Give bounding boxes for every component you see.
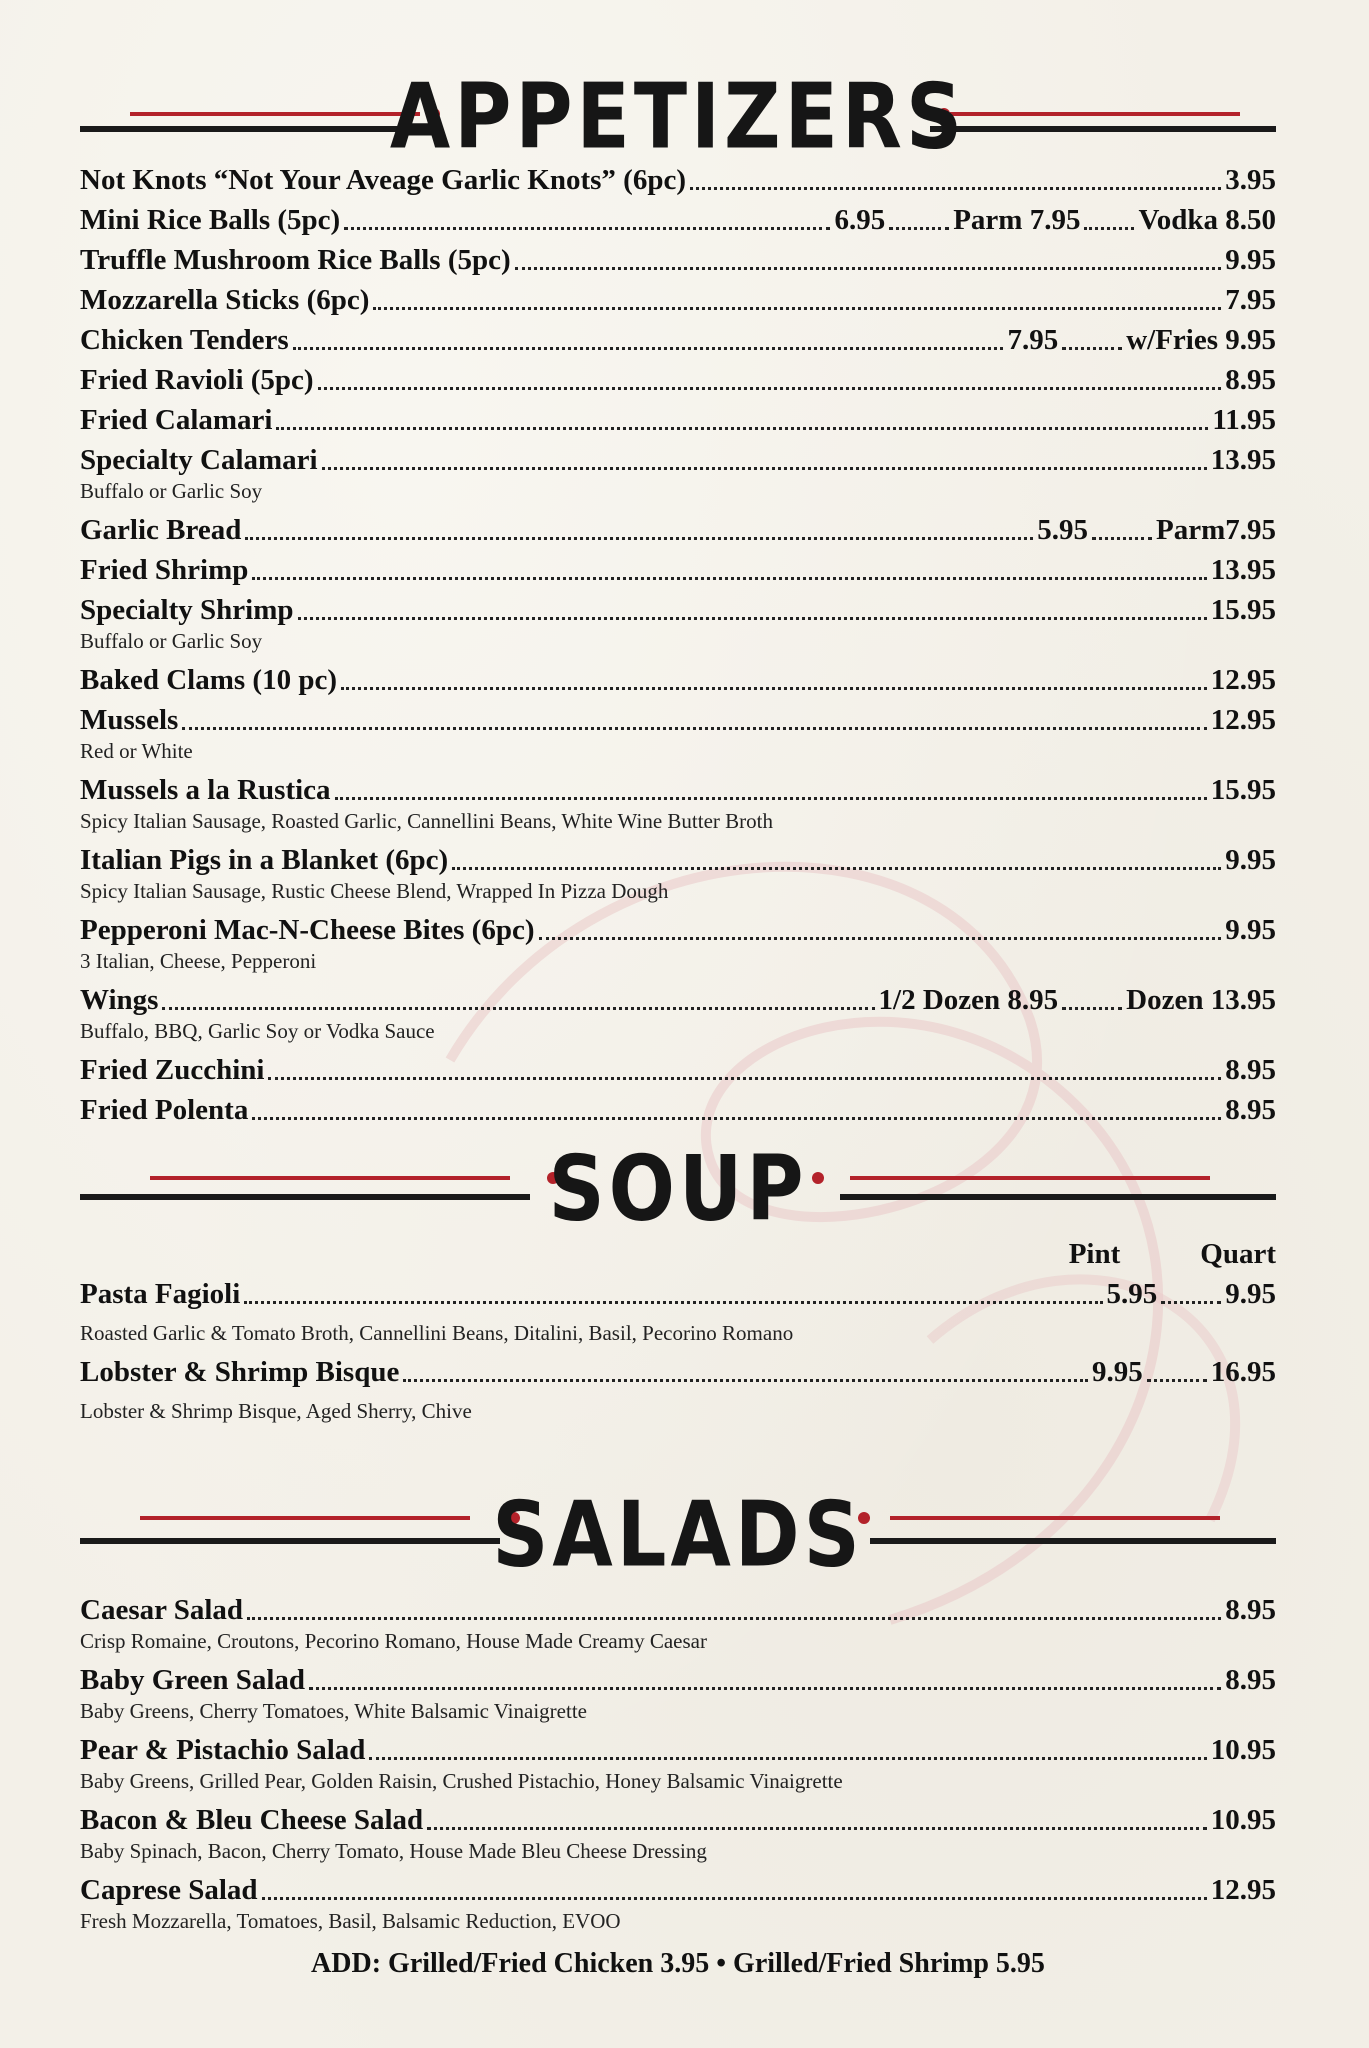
pint-header: Pint [1068,1238,1121,1270]
menu-item-row [80,910,1276,950]
item-extra-price: Vodka 8.50 [1138,204,1276,236]
item-name: Chicken Tenders [80,324,289,356]
item-name: Lobster & Shrimp Bisque [80,1356,400,1388]
section-title: SOUP [548,1137,808,1242]
soup-header [80,1132,1276,1242]
salads-header [80,1460,1276,1590]
pint-price: 5.95 [1106,1278,1158,1310]
menu-item-row [80,510,1276,550]
item-price: 8.95 [1225,1664,1276,1696]
soup-item-row [80,1274,1276,1314]
item-price: 9.95 [1225,914,1276,946]
item-extra-price: Dozen 13.95 [1126,984,1276,1016]
item-description: Lobster & Shrimp Bisque, Aged Sherry, Chive [80,1399,472,1423]
menu-item-row [80,700,1276,740]
item-description: Roasted Garlic & Tomato Broth, Cannellini Beans, Ditalini, Basil, Pecorino Romano [80,1321,794,1345]
dot-leader [369,1757,1206,1760]
soup-item-row [80,1352,1276,1392]
menu-item-row [80,770,1276,810]
menu-item [80,1050,1276,1090]
menu-item-row [80,200,1276,240]
menu-item [80,1660,1276,1724]
menu-item-row [80,1870,1276,1910]
section-title: SALADS [492,1483,864,1588]
item-price: 8.95 [1225,1594,1276,1626]
dot-leader [298,617,1207,620]
item-price: 5.95 [1037,514,1088,546]
dot-leader [427,1827,1207,1830]
item-name: Mussels a la Rustica [80,774,331,806]
dot-leader [318,387,1222,390]
item-price: 13.95 [1210,554,1276,586]
dot-leader [1084,227,1134,230]
menu-item [80,770,1276,834]
menu-item-row [80,590,1276,630]
dot-leader [1062,1007,1122,1010]
dot-leader [1147,1379,1207,1382]
menu-item [80,200,1276,240]
item-description: 3 Italian, Cheese, Pepperoni [80,949,317,973]
item-name: Baby Green Salad [80,1664,306,1696]
menu-item [80,660,1276,700]
menu-item [80,510,1276,550]
item-price: 6.95 [834,204,886,236]
dot-leader [322,467,1207,470]
item-price: 1/2 Dozen 8.95 [878,984,1059,1016]
menu-item [80,910,1276,974]
item-name: Fried Zucchini [80,1054,265,1086]
item-price: 11.95 [1212,404,1276,436]
item-price: 8.95 [1225,1054,1276,1086]
dot-leader [245,537,1033,540]
item-price: 7.95 [1225,284,1276,316]
menu-item-row [80,240,1276,280]
soup-item [80,1352,1276,1424]
dot-leader [309,1687,1221,1690]
item-name: Wings [80,984,159,1016]
item-price: 7.95 [1007,324,1059,356]
dot-leader [247,1617,1221,1620]
item-description: Fresh Mozzarella, Tomatoes, Basil, Balsamic Reduction, EVOO [80,1909,621,1933]
menu-item-row [80,320,1276,360]
item-description: Baby Spinach, Bacon, Cherry Tomato, House Made Bleu Cheese Dressing [80,1839,707,1863]
menu-item-row [80,160,1276,200]
menu-item [80,590,1276,654]
item-extra-price: Parm 7.95 [953,204,1081,236]
item-price: 8.95 [1225,364,1276,396]
item-name: Pasta Fagioli [80,1278,241,1310]
menu-item [80,1800,1276,1864]
item-price: 13.95 [1210,444,1276,476]
item-name: Garlic Bread [80,514,242,546]
menu-item-row [80,400,1276,440]
menu-item-row [80,1590,1276,1630]
dot-leader [293,347,1004,350]
item-price: 15.95 [1210,594,1276,626]
item-name: Truffle Mushroom Rice Balls (5pc) [80,244,511,276]
dot-leader [373,307,1221,310]
dot-leader [1092,537,1152,540]
item-extra-price: w/Fries 9.95 [1126,324,1276,356]
menu-item [80,980,1276,1044]
dot-leader [515,267,1222,270]
item-description: Buffalo or Garlic Soy [80,479,263,503]
dot-leader [889,227,949,230]
item-description: Buffalo, BBQ, Garlic Soy or Vodka Sauce [80,1019,435,1043]
menu-item [80,240,1276,280]
menu-item [80,550,1276,590]
item-description: Baby Greens, Cherry Tomatoes, White Balsamic Vinaigrette [80,1699,587,1723]
menu-item [80,1090,1276,1130]
menu-item-row [80,360,1276,400]
item-price: 12.95 [1210,664,1276,696]
item-description: Buffalo or Garlic Soy [80,629,263,653]
dot-leader [539,937,1222,940]
menu-item-row [80,1090,1276,1130]
menu-item-row [80,1800,1276,1840]
item-name: Specialty Calamari [80,444,318,476]
add-ons-line: ADD: Grilled/Fried Chicken 3.95 • Grilled/Fried Shrimp 5.95 [311,1948,1045,1979]
menu-page [80,60,1276,1984]
menu-item [80,1870,1276,1934]
item-description: Spicy Italian Sausage, Rustic Cheese Blend, Wrapped In Pizza Dough [80,879,669,903]
item-name: Baked Clams (10 pc) [80,664,337,696]
item-name: Fried Polenta [80,1094,249,1126]
item-extra-price: Parm7.95 [1156,514,1276,546]
salads-list [80,1590,1276,1934]
item-price: 9.95 [1225,844,1276,876]
dot-leader [1161,1301,1221,1304]
item-price: 10.95 [1210,1804,1276,1836]
item-name: Specialty Shrimp [80,594,294,626]
item-price: 15.95 [1210,774,1276,806]
dot-leader [452,867,1221,870]
item-price: 10.95 [1210,1734,1276,1766]
quart-price: 16.95 [1210,1356,1276,1388]
dot-leader [182,727,1206,730]
item-price: 12.95 [1210,1874,1276,1906]
dot-leader [690,187,1221,190]
menu-item-row [80,660,1276,700]
dot-leader [344,227,830,230]
dot-leader [1062,347,1122,350]
menu-item [80,400,1276,440]
dot-leader [341,687,1207,690]
section-title: APPETIZERS [389,65,967,170]
dot-leader [268,1077,1221,1080]
item-description: Red or White [80,739,193,763]
item-name: Italian Pigs in a Blanket (6pc) [80,844,449,876]
pint-price: 9.95 [1092,1356,1143,1388]
item-price: 8.95 [1225,1094,1276,1126]
item-description: Baby Greens, Grilled Pear, Golden Raisin, Crushed Pistachio, Honey Balsamic Vinaigrette [80,1769,843,1793]
item-name: Mozzarella Sticks (6pc) [80,284,370,316]
dot-leader [262,1897,1207,1900]
item-description: Spicy Italian Sausage, Roasted Garlic, Cannellini Beans, White Wine Butter Broth [80,809,773,833]
dot-leader [252,577,1206,580]
item-description: Crisp Romaine, Croutons, Pecorino Romano, House Made Creamy Caesar [80,1629,707,1653]
soup-item [80,1274,1276,1346]
dot-leader [335,797,1207,800]
item-price: 3.95 [1225,164,1276,196]
appetizers-header [80,60,1276,170]
dot-leader [162,1007,874,1010]
soup-list [80,1274,1276,1424]
item-name: Caprese Salad [80,1874,258,1906]
menu-item [80,320,1276,360]
item-name: Caesar Salad [80,1594,244,1626]
menu-item-row [80,1730,1276,1770]
dot-leader [252,1117,1221,1120]
item-name: Fried Ravioli (5pc) [80,364,314,396]
item-name: Mini Rice Balls (5pc) [80,204,341,236]
menu-item [80,160,1276,200]
menu-item-row [80,550,1276,590]
item-name: Fried Calamari [80,404,273,436]
quart-header: Quart [1200,1238,1276,1270]
menu-item-row [80,1660,1276,1700]
menu-item-row [80,980,1276,1020]
menu-item [80,360,1276,400]
dot-leader [276,427,1208,430]
item-name: Bacon & Bleu Cheese Salad [80,1804,424,1836]
menu-item-row [80,840,1276,880]
menu-item [80,700,1276,764]
menu-item-row [80,280,1276,320]
item-name: Fried Shrimp [80,554,249,586]
menu-item [80,440,1276,504]
menu-item [80,840,1276,904]
quart-price: 9.95 [1225,1278,1276,1310]
item-name: Pear & Pistachio Salad [80,1734,366,1766]
dot-leader [244,1301,1102,1304]
item-name: Not Knots “Not Your Aveage Garlic Knots” (6pc) [80,164,686,196]
menu-item [80,1590,1276,1654]
item-name: Pepperoni Mac-N-Cheese Bites (6pc) [80,914,535,946]
appetizers-list [80,160,1276,1130]
menu-item [80,280,1276,320]
item-name: Mussels [80,704,179,736]
dot-leader [403,1379,1088,1382]
item-price: 9.95 [1225,244,1276,276]
menu-item-row [80,440,1276,480]
menu-item-row [80,1050,1276,1090]
menu-item [80,1730,1276,1794]
item-price: 12.95 [1210,704,1276,736]
